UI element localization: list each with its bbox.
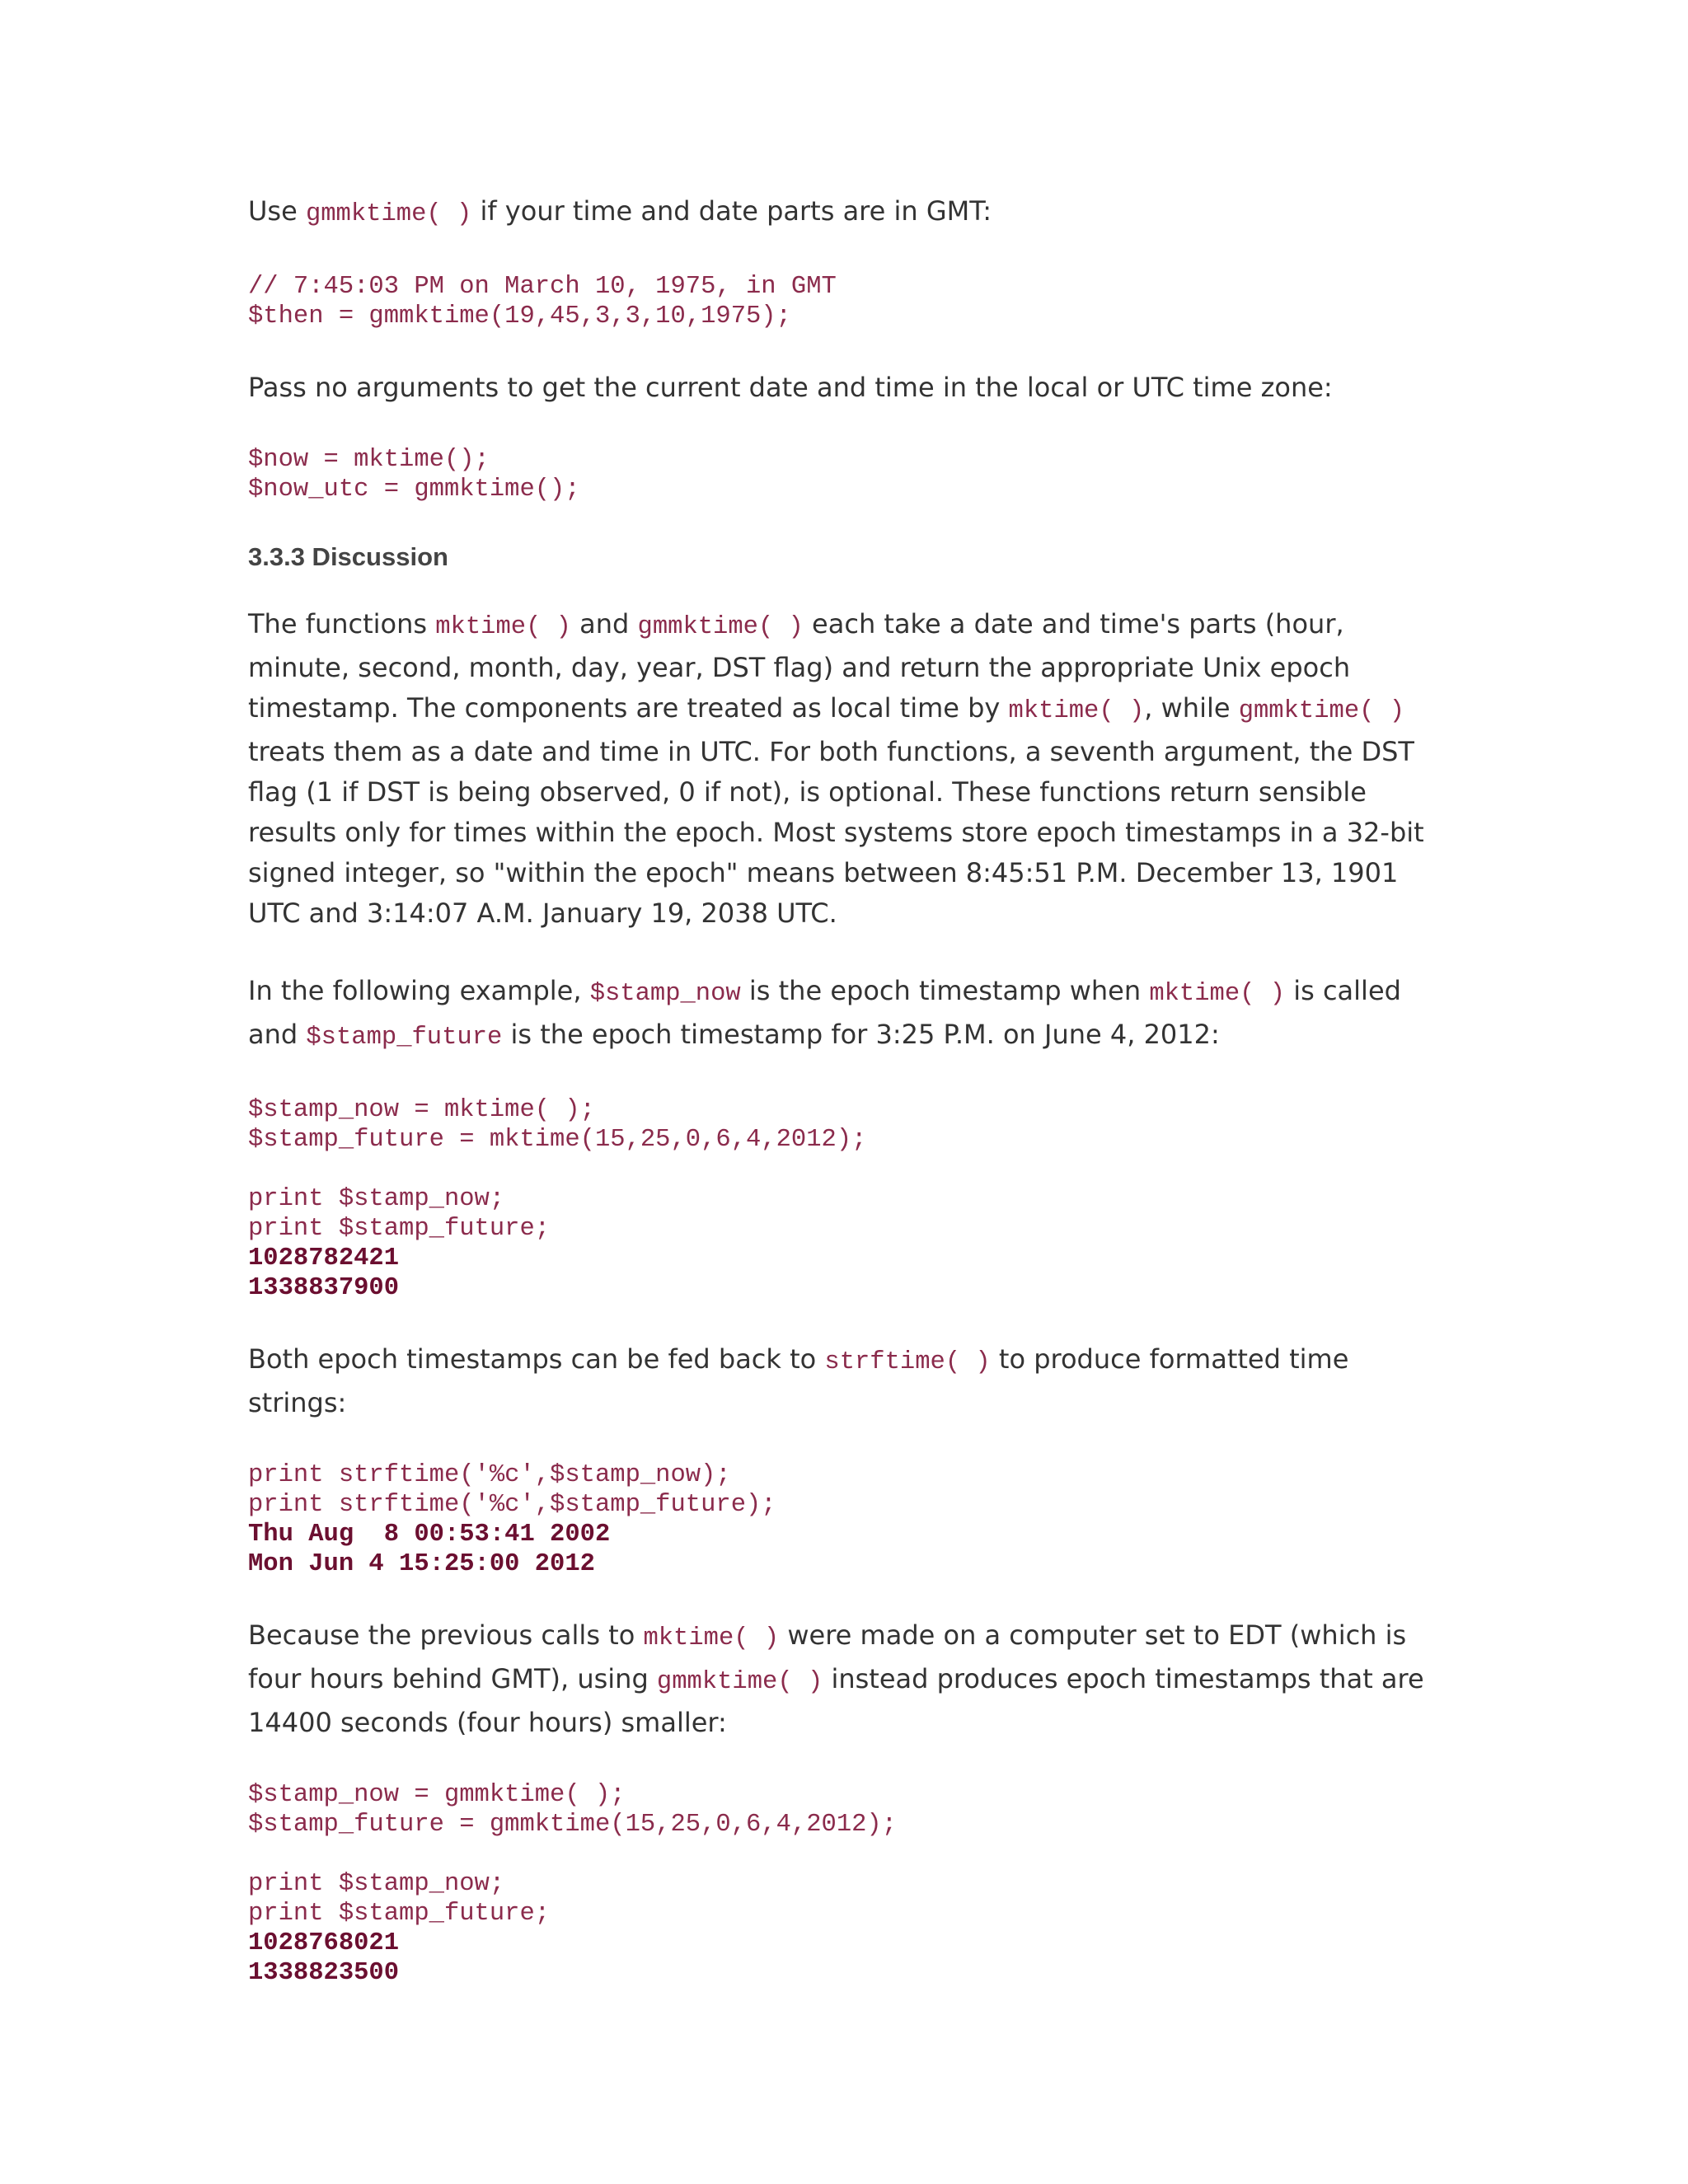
text: Pass no arguments to get the current date and time in the local or UTC time zone: [248,372,1333,403]
blank-line [248,1155,1451,1184]
code-line: $now_utc = gmmktime(); [248,476,580,504]
text: Both epoch timestamps can be fed back to [248,1343,825,1375]
text: were made on a computer set to EDT (which is four hours behind GMT), using [248,1619,1407,1694]
text: , while [1144,692,1239,724]
paragraph-discussion [248,604,1451,934]
code-line: $then = gmmktime(19,45,3,3,10,1975); [248,302,791,330]
inline-code: strftime( ) [824,1348,991,1376]
paragraph-no-arguments [248,368,1451,408]
text: is the epoch timestamp for 3:25 P.M. on June 4, 2012: [502,1019,1220,1050]
code-line: print $stamp_future; [248,1900,551,1928]
paragraph-example [248,971,1451,1058]
section-heading-discussion: 3.3.3 Discussion [248,542,448,571]
code-output: 1338837900 [248,1274,400,1302]
code-line: print $stamp_now; [248,1185,505,1213]
code-output: Mon Jun 4 15:25:00 2012 [248,1550,595,1578]
inline-code: mktime( ) [1008,697,1145,725]
code-output: 1028768021 [248,1929,400,1957]
inline-code: $stamp_now [589,980,741,1008]
code-block-gmmktime-example [248,1780,1451,1988]
document-page [248,191,1451,2024]
code-line: $stamp_future = gmmktime(15,25,0,6,4,2012); [248,1811,898,1839]
code-output: 1338823500 [248,1959,400,1987]
text: to produce formatted time strings: [248,1343,1349,1418]
code-line: $stamp_future = mktime(15,25,0,6,4,2012); [248,1126,867,1154]
text: Because the previous calls to [248,1619,644,1651]
code-output: 1028782421 [248,1244,400,1272]
paragraph-strftime [248,1339,1451,1423]
text: Use [248,195,306,227]
inline-code: gmmktime( ) [656,1668,823,1696]
code-block-mktime-example [248,1095,1451,1303]
inline-code: gmmktime( ) [1238,697,1405,725]
text: instead produces epoch timestamps that are 14400 seconds (four hours) smaller: [248,1663,1424,1738]
code-block-strftime [248,1460,1451,1579]
text: is the epoch timestamp when [740,975,1150,1006]
code-line: $stamp_now = gmmktime( ); [248,1781,626,1809]
text: each take a date and time's parts (hour, minute, second, month, day, year, DST flag) and return the appropriate Unix epoch timestamp. The components are treated as local time by [248,608,1351,724]
text: The functions [248,608,436,640]
paragraph-edt [248,1615,1451,1743]
code-line: $stamp_now = mktime( ); [248,1096,595,1124]
text: treats them as a date and time in UTC. For both functions, a seventh argument, the DST flag (1 if DST is being observed, 0 if not), is optional. These functions return sensible results only for times within the epoch. Most systems store epoch timestamps in a 32-bit signed integer, so "within the epoch" means between 8:45:51 P.M. December 13, 1901 UTC and 3:14:07 A.M. January 19, 2038 UTC. [248,736,1424,929]
code-line: print strftime('%c',$stamp_future); [248,1491,776,1519]
inline-code: gmmktime( ) [305,200,472,228]
code-line: print strftime('%c',$stamp_now); [248,1461,731,1489]
text: In the following example, [248,975,590,1006]
code-line: print $stamp_future; [248,1215,551,1243]
text: if your time and date parts are in GMT: [471,195,992,227]
inline-code: gmmktime( ) [637,613,804,641]
code-line: // 7:45:03 PM on March 10, 1975, in GMT [248,273,837,301]
paragraph-gmmktime-intro [248,191,1451,235]
text: is called and [248,975,1401,1050]
code-block-now [248,445,1451,504]
code-line: $now = mktime(); [248,446,490,474]
inline-code: mktime( ) [435,613,571,641]
code-block-gmmktime [248,272,1451,331]
code-output: Thu Aug 8 00:53:41 2002 [248,1521,611,1549]
inline-code: mktime( ) [1149,980,1286,1008]
inline-code: mktime( ) [643,1624,780,1652]
code-line: print $stamp_now; [248,1870,505,1898]
inline-code: $stamp_future [306,1024,503,1052]
text: and [570,608,638,640]
blank-line [248,1840,1451,1869]
